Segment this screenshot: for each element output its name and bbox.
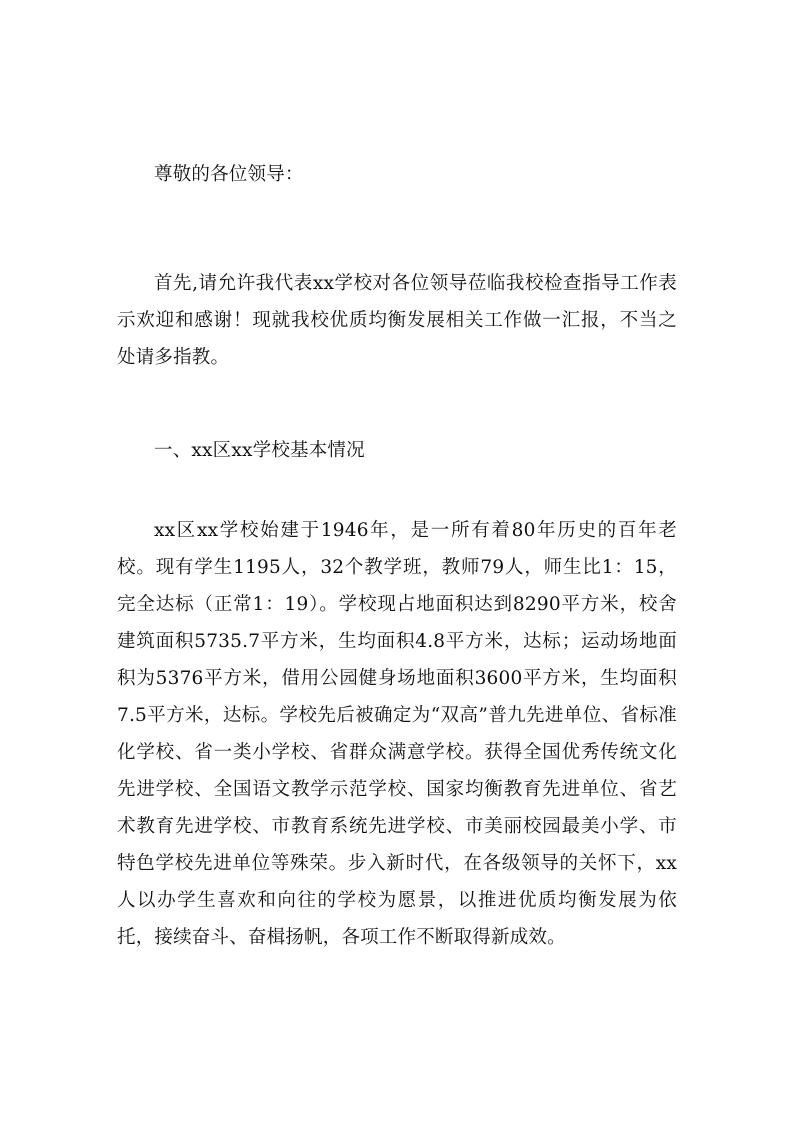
intro-paragraph: 首先,请允许我代表xx学校对各位领导莅临我校检查指导工作表示欢迎和感谢！现就我校优质均衡发展相关工作做一汇报，不当之处请多指教。 (117, 273, 677, 368)
salutation: 尊敬的各位领导： (154, 164, 304, 185)
body-paragraph: xx区xx学校始建于1946年，是一所有着80年历史的百年老校。现有学生1195人，32个教学班，教师79人，师生比1：15，完全达标（正常1：19）。学校现占地面积达到8290平方米，校舍建筑面积5735.7平方米，生均面积4.8平方米，达标；运动场地面积为5376平方米，借用公园健身场地面积3600平方米，生均面积7.5平方米，达标。学校先后被确定为“双高”普九先进单位、省标准化学校、省一类小学校、省群众满意学校。获得全国优秀传统文化先进学校、全国语文教学示范学校、国家均衡教育先进单位、省艺术教育先进学校、市教育系统先进学校、市美丽校园最美小学、市特色学校先进单位等殊荣。步入新时代，在各级领导的关怀下，xx人以办学生喜欢和向往的学校为愿景，以推进优质均衡发展为依托，接续奋斗、奋楫扬帆，各项工作不断取得新成效。 (117, 520, 677, 948)
section-heading: 一、xx区xx学校基本情况 (154, 440, 365, 461)
